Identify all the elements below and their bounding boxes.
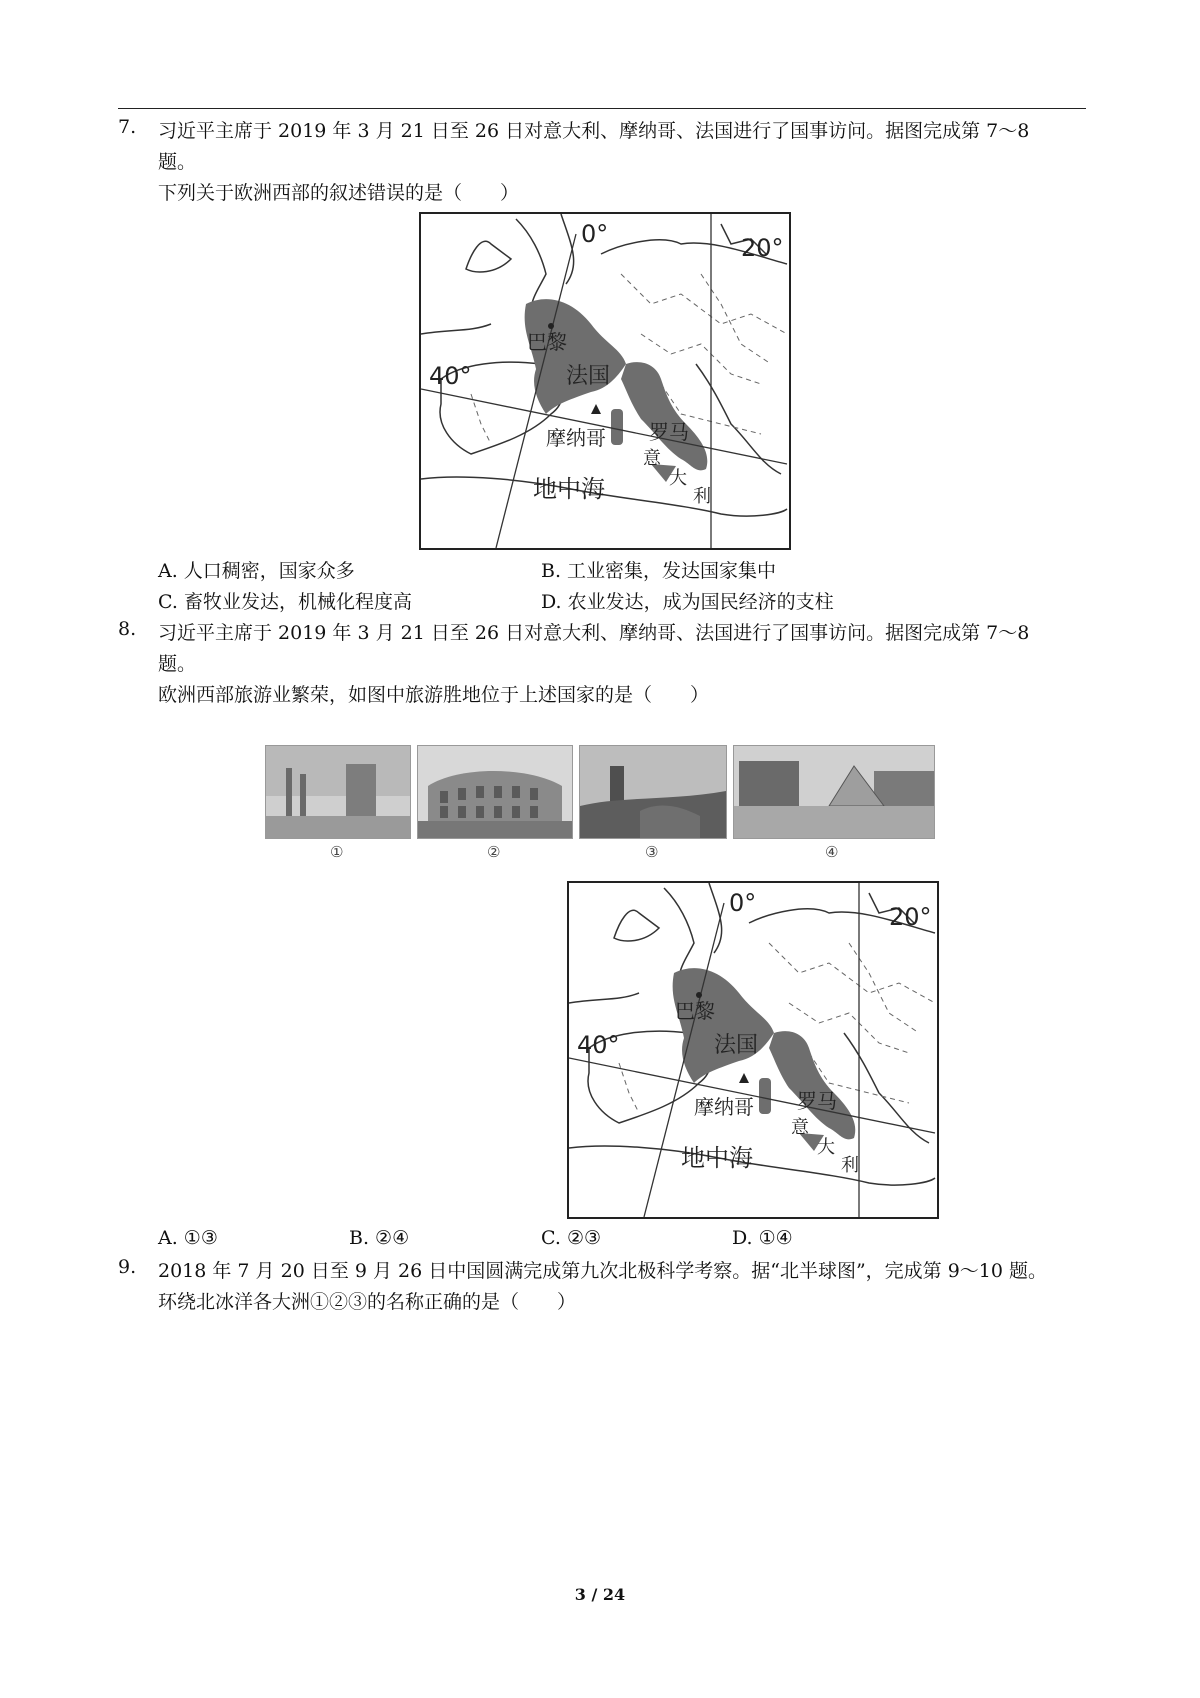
question-text: 环绕北冰洋各大洲①②③的名称正确的是（ ）	[158, 1291, 577, 1313]
map-paris-label: 巴黎	[675, 999, 715, 1023]
q8-option-d[interactable]: D. ①④	[732, 1227, 793, 1249]
map-france-label: 法国	[714, 1033, 759, 1058]
map-lat-40-label: 40°	[577, 1031, 620, 1059]
question-number: 7.	[118, 116, 137, 138]
question-stem-cont: 题。	[158, 653, 197, 675]
map-italy-label-1: 意	[791, 1117, 809, 1138]
question-body	[158, 618, 1086, 711]
europe-map	[419, 212, 791, 550]
question-stem-cont: 题。	[158, 151, 197, 173]
page-number: 3 / 24	[574, 1585, 626, 1604]
map-rome-label: 罗马	[649, 420, 689, 444]
q7-option-a[interactable]: A. 人口稠密，国家众多	[158, 560, 355, 582]
map-lon-0-label: 0°	[581, 220, 609, 248]
q7-option-b[interactable]: B. 工业密集，发达国家集中	[541, 560, 777, 582]
photo-2	[417, 745, 573, 839]
map-italy-label-3: 利	[841, 1155, 859, 1176]
question-stem: 习近平主席于 2019 年 3 月 21 日至 26 日对意大利、摩纳哥、法国进行了国事访问。据图完成第 7～8	[158, 120, 1030, 142]
map-lon-20-label: 20°	[889, 903, 932, 931]
map-italy-label-2: 大	[669, 468, 687, 489]
q7-options	[158, 556, 1058, 618]
photo-2-label: ②	[487, 843, 501, 861]
landmark-photos	[265, 745, 935, 860]
question-number: 9.	[118, 1256, 137, 1278]
map-monaco-label: 摩纳哥	[694, 1095, 754, 1119]
photo-4-label: ④	[825, 843, 839, 861]
map-lon-0-label: 0°	[729, 889, 757, 917]
question-stem: 习近平主席于 2019 年 3 月 21 日至 26 日对意大利、摩纳哥、法国进行了国事访问。据图完成第 7～8	[158, 622, 1030, 644]
photo-3-label: ③	[645, 843, 659, 861]
europe-map-2	[567, 881, 939, 1219]
question-number: 8.	[118, 618, 137, 640]
map-paris-label: 巴黎	[527, 330, 567, 354]
map-rome-label: 罗马	[797, 1089, 837, 1113]
map-monaco-label: 摩纳哥	[546, 426, 606, 450]
map-italy-label-2: 大	[817, 1137, 835, 1158]
q7-option-d[interactable]: D. 农业发达，成为国民经济的支柱	[541, 591, 834, 613]
q8-option-a[interactable]: A. ①③	[158, 1227, 218, 1249]
map-sea-label: 地中海	[681, 1144, 753, 1172]
photo-3	[579, 745, 727, 839]
q8-option-b[interactable]: B. ②④	[349, 1227, 410, 1249]
question-body	[158, 1256, 1086, 1318]
question-body	[158, 116, 1086, 209]
map-lat-40-label: 40°	[429, 362, 472, 390]
map-italy-label-1: 意	[643, 448, 661, 469]
q7-option-c[interactable]: C. 畜牧业发达，机械化程度高	[158, 591, 412, 613]
photo-4	[733, 745, 935, 839]
map-lon-20-label: 20°	[741, 234, 784, 262]
photo-1-label: ①	[330, 843, 344, 861]
map-sea-label: 地中海	[533, 475, 605, 503]
q8-options	[158, 1223, 1058, 1254]
map-italy-label-3: 利	[693, 486, 711, 507]
q8-option-c[interactable]: C. ②③	[541, 1227, 602, 1249]
map-france-label: 法国	[566, 364, 611, 389]
question-text: 欧洲西部旅游业繁荣，如图中旅游胜地位于上述国家的是（ ）	[158, 684, 710, 706]
top-rule	[118, 108, 1086, 109]
photo-1	[265, 745, 411, 839]
question-stem: 2018 年 7 月 20 日至 9 月 26 日中国圆满完成第九次北极科学考察。据“北半球图”，完成第 9～10 题。	[158, 1260, 1048, 1282]
question-text: 下列关于欧洲西部的叙述错误的是（ ）	[158, 182, 520, 204]
